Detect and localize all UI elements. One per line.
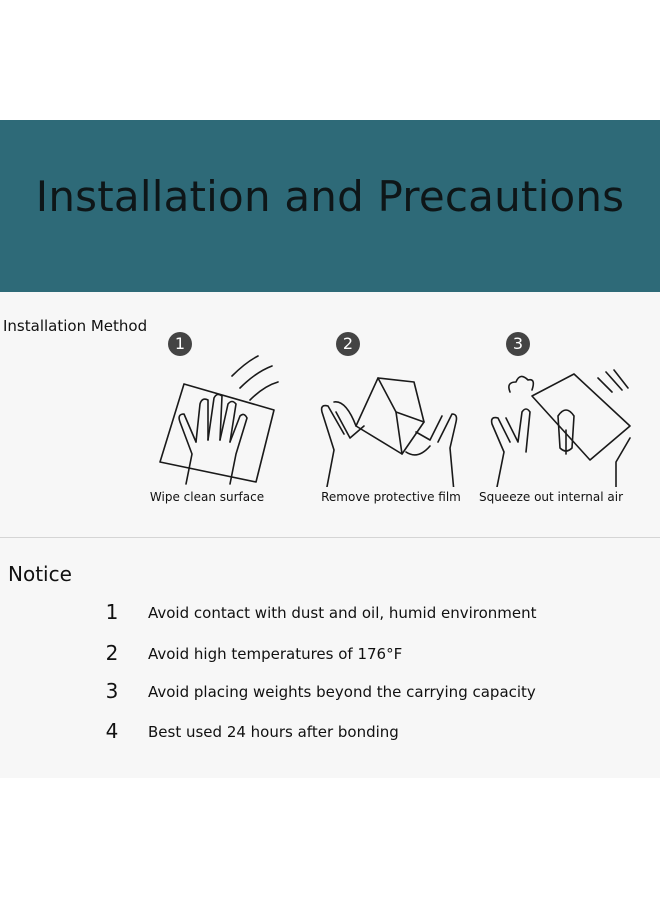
notice-item — [0, 679, 660, 705]
step-caption: Squeeze out internal air — [478, 490, 624, 504]
notice-title: Notice — [8, 562, 72, 586]
notice-item-number: 2 — [105, 641, 119, 665]
notice-item — [0, 600, 660, 626]
notice-section — [0, 538, 660, 778]
step-number-badge: 3 — [506, 332, 530, 356]
hands-peeling-film-icon — [306, 342, 476, 487]
title-banner — [0, 120, 660, 292]
notice-item-text: Avoid placing weights beyond the carrying capacity — [148, 683, 536, 701]
step-caption: Wipe clean surface — [149, 490, 265, 504]
notice-item-text: Avoid contact with dust and oil, humid environment — [148, 604, 537, 622]
install-step-1 — [122, 324, 292, 524]
notice-item — [0, 719, 660, 745]
notice-item-number: 3 — [105, 679, 119, 703]
step-number-badge: 2 — [336, 332, 360, 356]
step-number-badge: 1 — [168, 332, 192, 356]
step-caption: Remove protective film — [321, 490, 461, 504]
install-step-2 — [306, 324, 476, 524]
notice-item-number: 4 — [105, 719, 119, 743]
hand-wiping-icon — [122, 342, 292, 487]
installation-method-section — [0, 292, 660, 537]
notice-item — [0, 641, 660, 667]
page-title: Installation and Precautions — [35, 172, 625, 221]
hands-pressing-hook-icon — [466, 342, 636, 487]
install-step-3 — [466, 324, 636, 524]
notice-item-text: Avoid high temperatures of 176°F — [148, 645, 403, 663]
installation-method-title: Installation Method — [3, 317, 148, 335]
notice-item-number: 1 — [105, 600, 119, 624]
notice-item-text: Best used 24 hours after bonding — [148, 723, 399, 741]
